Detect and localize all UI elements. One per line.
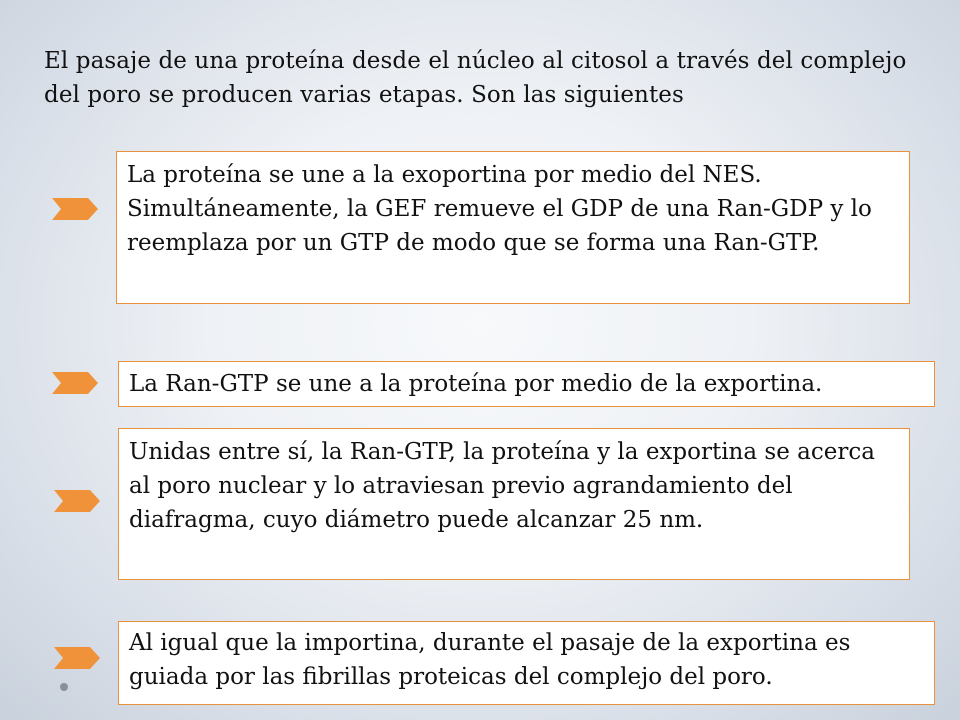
- chevron-right-icon: [52, 198, 98, 220]
- chevron-right-icon: [52, 372, 98, 394]
- chevron-right-icon: [54, 490, 100, 512]
- step-box-3: [118, 428, 910, 580]
- step-text-2: La Ran-GTP se une a la proteína por medio de la exportina.: [129, 371, 823, 397]
- step-box-1: [116, 151, 910, 304]
- step-text-3: Unidas entre sí, la Ran-GTP, la proteína y la exportina se acerca al poro nuclear y lo atraviesan previo agrandamiento del diafragma, cuyo diámetro puede alcanzar 25 nm.: [129, 439, 875, 533]
- step-box-4: [118, 621, 935, 705]
- chevron-right-icon: [54, 647, 100, 669]
- step-text-1: La proteína se une a la exoportina por medio del NES. Simultáneamente, la GEF remueve el GDP de una Ran-GDP y lo reemplaza por un GTP de modo que se forma una Ran-GTP.: [127, 162, 872, 256]
- step-text-4: Al igual que la importina, durante el pasaje de la exportina es guiada por las fibrillas proteicas del complejo del poro.: [129, 630, 851, 690]
- step-box-2: [118, 361, 935, 407]
- bullet-dot-icon: [60, 683, 68, 691]
- intro-paragraph: El pasaje de una proteína desde el núcleo al citosol a través del complejo del poro se producen varias etapas. Son las siguientes: [44, 48, 907, 108]
